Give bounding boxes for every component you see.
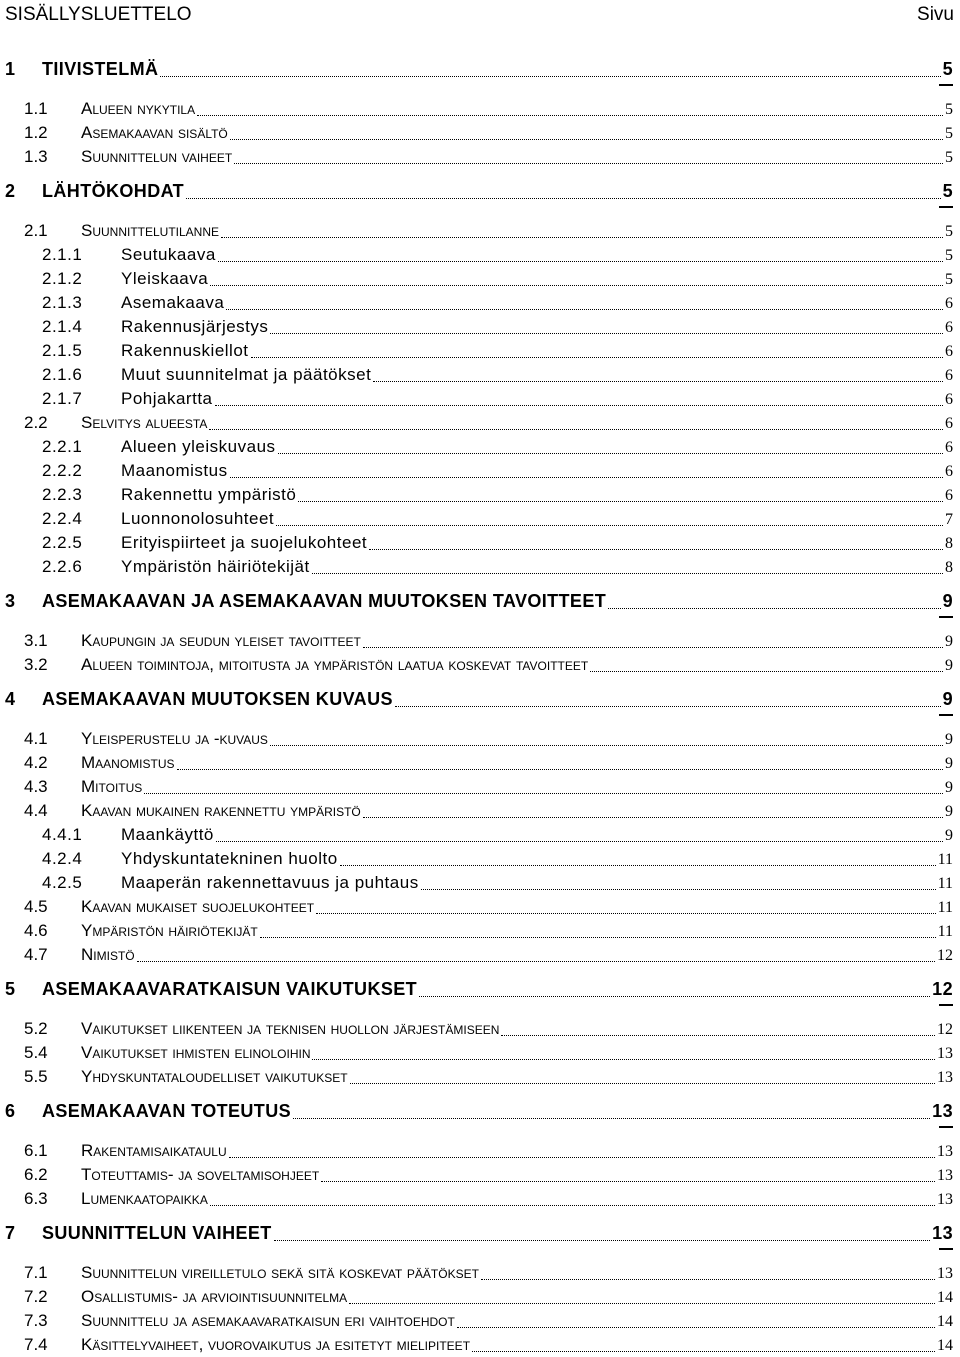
toc-entry-title: ASEMAKAAVARATKAISUN VAIKUTUKSET bbox=[42, 979, 418, 999]
toc-entry-number: 7 bbox=[5, 1223, 16, 1243]
toc-entry-number: 4.4.1 bbox=[42, 825, 83, 844]
dot-leader bbox=[395, 706, 941, 707]
toc-entry[interactable] bbox=[0, 387, 960, 411]
toc-entry-page: 13 bbox=[937, 1143, 953, 1160]
toc-entry-title: Kaavan mukaiset suojelukohteet bbox=[81, 897, 315, 916]
toc-entry-number: 6.2 bbox=[24, 1165, 48, 1184]
toc-entry-title: Suunnittelutilanne bbox=[81, 221, 220, 240]
toc-entry-number: 2.1.5 bbox=[42, 341, 83, 360]
toc-entry-title: Kaupungin ja seudun yleiset tavoitteet bbox=[81, 631, 361, 650]
toc-entry[interactable] bbox=[0, 315, 960, 339]
section-rule bbox=[939, 1004, 953, 1006]
toc-entry-title: Seutukaava bbox=[121, 245, 216, 264]
toc-entry[interactable] bbox=[0, 555, 960, 579]
toc-entry[interactable] bbox=[0, 919, 960, 943]
toc-entry[interactable] bbox=[0, 411, 960, 435]
toc-entry-title: Vaikutukset liikenteen ja teknisen huollon järjestämiseen bbox=[81, 1019, 500, 1038]
dot-leader bbox=[216, 841, 943, 842]
dot-leader bbox=[270, 333, 943, 334]
toc-entry-number: 2.2.3 bbox=[42, 485, 83, 504]
toc-entry-page: 13 bbox=[932, 1101, 953, 1121]
toc-entry[interactable] bbox=[0, 219, 960, 243]
toc-entry[interactable] bbox=[0, 590, 960, 614]
toc-entry-page: 13 bbox=[932, 1223, 953, 1243]
toc-entry-title: Asemakaava bbox=[121, 293, 225, 312]
toc-entry-title: Osallistumis- ja arviointisuunnitelma bbox=[81, 1287, 348, 1306]
toc-entry-page: 9 bbox=[942, 689, 953, 709]
toc-entry-page: 13 bbox=[937, 1191, 953, 1208]
dot-leader bbox=[350, 1083, 935, 1084]
toc-entry-number: 3 bbox=[5, 591, 16, 611]
toc-entry-title: ASEMAKAAVAN TOTEUTUS bbox=[42, 1101, 292, 1121]
toc-entry-title: Suunnittelun vaiheet bbox=[81, 147, 233, 166]
toc-entry-title: Pohjakartta bbox=[121, 389, 213, 408]
toc-entry[interactable] bbox=[0, 775, 960, 799]
toc-entry-number: 1 bbox=[5, 59, 16, 79]
toc-entry-title: Muut suunnitelmat ja päätökset bbox=[121, 365, 372, 384]
dot-leader bbox=[229, 1157, 935, 1158]
toc-entry-page: 14 bbox=[937, 1313, 953, 1330]
toc-entry[interactable] bbox=[0, 1041, 960, 1065]
toc-entry-page: 6 bbox=[945, 463, 953, 480]
toc-entry-title: Alueen nykytila bbox=[81, 99, 196, 118]
section-rule bbox=[939, 1126, 953, 1128]
toc-entry[interactable] bbox=[0, 1187, 960, 1211]
toc-entry-number: 6.1 bbox=[24, 1141, 48, 1160]
toc-entry-title: Toteuttamis- ja soveltamisohjeet bbox=[81, 1165, 320, 1184]
toc-entry-page: 7 bbox=[945, 511, 953, 528]
toc-entry[interactable] bbox=[0, 243, 960, 267]
toc-entry-number: 2.2.6 bbox=[42, 557, 83, 576]
dot-leader bbox=[472, 1351, 935, 1352]
toc-entry-page: 6 bbox=[945, 391, 953, 408]
toc-entry-page: 12 bbox=[937, 1021, 953, 1038]
toc-entry-number: 2.1.7 bbox=[42, 389, 83, 408]
toc-entry[interactable] bbox=[0, 507, 960, 531]
toc-entry-title: Maanomistus bbox=[121, 461, 228, 480]
toc-entry-number: 4.2.5 bbox=[42, 873, 83, 892]
toc-entry-page: 6 bbox=[945, 343, 953, 360]
toc-entry-page: 5 bbox=[945, 149, 953, 166]
dot-leader bbox=[209, 429, 943, 430]
toc-entry-number: 7.2 bbox=[24, 1287, 48, 1306]
toc-entry-title: Selvitys alueesta bbox=[81, 413, 208, 432]
toc-entry-page: 5 bbox=[942, 59, 953, 79]
dot-leader bbox=[186, 198, 941, 199]
dot-leader bbox=[251, 357, 943, 358]
toc-entry-title: Ympäristön häiriötekijät bbox=[81, 921, 258, 940]
toc-entry-number: 2.2 bbox=[24, 413, 48, 432]
toc-entry[interactable] bbox=[0, 895, 960, 919]
toc-entry-page: 6 bbox=[945, 319, 953, 336]
toc-entry-number: 5 bbox=[5, 979, 16, 999]
toc-entry-page: 9 bbox=[945, 755, 953, 772]
page-column-label: Sivu bbox=[917, 4, 954, 25]
dot-leader bbox=[608, 608, 940, 609]
dot-leader bbox=[481, 1279, 935, 1280]
toc-entry-page: 14 bbox=[937, 1337, 953, 1354]
toc-entry-title: LÄHTÖKOHDAT bbox=[42, 181, 185, 201]
toc-entry-title: Mitoitus bbox=[81, 777, 143, 796]
dot-leader bbox=[144, 793, 943, 794]
toc-entry[interactable] bbox=[0, 121, 960, 145]
toc-entry-title: Kaavan mukainen rakennettu ympäristö bbox=[81, 801, 361, 820]
toc-entry-number: 5.4 bbox=[24, 1043, 48, 1062]
toc-entry-number: 2.1.4 bbox=[42, 317, 83, 336]
toc-entry-title: Rakentamisaikataulu bbox=[81, 1141, 227, 1160]
toc-entry-number: 1.1 bbox=[24, 99, 48, 118]
toc-entry-number: 4.7 bbox=[24, 945, 48, 964]
dot-leader bbox=[221, 237, 943, 238]
toc-entry-number: 2.1.6 bbox=[42, 365, 83, 384]
toc-entry-page: 13 bbox=[937, 1167, 953, 1184]
toc-entry[interactable] bbox=[0, 339, 960, 363]
toc-entry-number: 5.2 bbox=[24, 1019, 48, 1038]
dot-leader bbox=[501, 1035, 935, 1036]
dot-leader bbox=[226, 309, 943, 310]
toc-entry-page: 11 bbox=[937, 899, 953, 916]
toc-entry-title: Lumenkaatopaikka bbox=[81, 1189, 208, 1208]
toc-entry-title: Asemakaavan sisältö bbox=[81, 123, 228, 142]
toc-entry-number: 2 bbox=[5, 181, 16, 201]
toc-entry[interactable] bbox=[0, 1065, 960, 1089]
toc-entry-page: 6 bbox=[945, 487, 953, 504]
toc-entry-number: 2.1.2 bbox=[42, 269, 83, 288]
toc-entry-title: Suunnittelun vireilletulo sekä sitä koskevat päätökset bbox=[81, 1263, 479, 1282]
toc-entry-number: 2.1.3 bbox=[42, 293, 83, 312]
dot-leader bbox=[369, 549, 943, 550]
toc-entry-title: Rakennettu ympäristö bbox=[121, 485, 297, 504]
toc-entry-page: 5 bbox=[945, 247, 953, 264]
toc-entry-number: 2.2.2 bbox=[42, 461, 83, 480]
toc-entry[interactable] bbox=[0, 1261, 960, 1285]
toc-entry-title: Maaperän rakennettavuus ja puhtaus bbox=[121, 873, 419, 892]
dot-leader bbox=[270, 745, 943, 746]
toc-entry-page: 9 bbox=[945, 657, 953, 674]
dot-leader bbox=[363, 647, 943, 648]
dot-leader bbox=[421, 889, 936, 890]
dot-leader bbox=[373, 381, 943, 382]
toc-entry-page: 13 bbox=[937, 1265, 953, 1282]
toc-entry[interactable] bbox=[0, 1333, 960, 1357]
toc-entry-number: 6.3 bbox=[24, 1189, 48, 1208]
toc-entry-page: 9 bbox=[945, 633, 953, 650]
dot-leader bbox=[160, 76, 940, 77]
dot-leader bbox=[210, 285, 943, 286]
toc-entry-title: ASEMAKAAVAN JA ASEMAKAAVAN MUUTOKSEN TAVOITTEET bbox=[42, 591, 607, 611]
toc-entry-title: Maanomistus bbox=[81, 753, 175, 772]
toc-entry-page: 9 bbox=[945, 731, 953, 748]
toc-entry-page: 9 bbox=[945, 779, 953, 796]
toc-entry-page: 12 bbox=[932, 979, 953, 999]
toc-entry-page: 11 bbox=[937, 923, 953, 940]
dot-leader bbox=[340, 865, 936, 866]
toc-entry-number: 4.1 bbox=[24, 729, 48, 748]
toc-heading: SISÄLLYSLUETTELO bbox=[5, 4, 192, 25]
dot-leader bbox=[197, 115, 943, 116]
toc-entry-page: 8 bbox=[945, 559, 953, 576]
section-rule bbox=[939, 714, 953, 716]
toc-entry-title: Vaikutukset ihmisten elinoloihin bbox=[81, 1043, 311, 1062]
dot-leader bbox=[177, 769, 943, 770]
section-rule bbox=[939, 84, 953, 86]
dot-leader bbox=[349, 1303, 935, 1304]
toc-entry-page: 14 bbox=[937, 1289, 953, 1306]
dot-leader bbox=[260, 937, 936, 938]
dot-leader bbox=[316, 913, 936, 914]
toc-entry[interactable] bbox=[0, 799, 960, 823]
toc-entry-title: Yhdyskuntatekninen huolto bbox=[121, 849, 338, 868]
toc-entry-number: 1.3 bbox=[24, 147, 48, 166]
section-rule bbox=[939, 206, 953, 208]
dot-leader bbox=[590, 671, 943, 672]
toc-entry[interactable] bbox=[0, 653, 960, 677]
toc-entry-page: 6 bbox=[945, 439, 953, 456]
toc-entry-title: Yhdyskuntataloudelliset vaikutukset bbox=[81, 1067, 348, 1086]
dot-leader bbox=[363, 817, 943, 818]
toc-entry-page: 9 bbox=[942, 591, 953, 611]
toc-entry-page: 6 bbox=[945, 295, 953, 312]
toc-entry-number: 3.2 bbox=[24, 655, 48, 674]
toc-entry-page: 5 bbox=[945, 125, 953, 142]
dot-leader bbox=[278, 453, 943, 454]
toc-entry-number: 7.1 bbox=[24, 1263, 48, 1282]
toc-entry-title: Luonnonolosuhteet bbox=[121, 509, 275, 528]
toc-entry-title: Yleiskaava bbox=[121, 269, 209, 288]
toc-entry-title: Rakennusjärjestys bbox=[121, 317, 269, 336]
toc-entry-title: Alueen toimintoja, mitoitusta ja ympäristön laatua koskevat tavoitteet bbox=[81, 655, 589, 674]
dot-leader bbox=[312, 573, 943, 574]
toc-entry-title: Suunnittelu ja asemakaavaratkaisun eri vaihtoehdot bbox=[81, 1311, 455, 1330]
toc-entry-number: 2.2.1 bbox=[42, 437, 83, 456]
toc-entry[interactable] bbox=[0, 1017, 960, 1041]
toc-entry[interactable] bbox=[0, 943, 960, 967]
toc-entry-number: 4.4 bbox=[24, 801, 48, 820]
toc-entry[interactable] bbox=[0, 688, 960, 712]
toc-entry-page: 13 bbox=[937, 1045, 953, 1062]
toc-entry-number: 2.1.1 bbox=[42, 245, 83, 264]
toc-entry[interactable] bbox=[0, 847, 960, 871]
dot-leader bbox=[230, 139, 943, 140]
toc-entry-page: 5 bbox=[945, 223, 953, 240]
toc-entry[interactable] bbox=[0, 58, 960, 82]
toc-entry-page: 9 bbox=[945, 803, 953, 820]
toc-entry-number: 6 bbox=[5, 1101, 16, 1121]
dot-leader bbox=[218, 261, 943, 262]
toc-entry[interactable] bbox=[0, 363, 960, 387]
toc-entry-number: 4 bbox=[5, 689, 16, 709]
toc-entry-number: 2.2.4 bbox=[42, 509, 83, 528]
toc-entry-page: 5 bbox=[945, 101, 953, 118]
dot-leader bbox=[230, 477, 943, 478]
toc-entry-number: 7.4 bbox=[24, 1335, 48, 1354]
toc-entry-number: 4.2 bbox=[24, 753, 48, 772]
toc-entry-number: 1.2 bbox=[24, 123, 48, 142]
toc-entry-page: 9 bbox=[945, 827, 953, 844]
dot-leader bbox=[215, 405, 944, 406]
toc-entry-page: 5 bbox=[942, 181, 953, 201]
toc-entry-title: Ympäristön häiriötekijät bbox=[121, 557, 310, 576]
toc-entry-number: 7.3 bbox=[24, 1311, 48, 1330]
toc-entry-title: Maankäyttö bbox=[121, 825, 214, 844]
toc-entry[interactable] bbox=[0, 531, 960, 555]
dot-leader bbox=[419, 996, 930, 997]
dot-leader bbox=[274, 1240, 931, 1241]
toc-entry[interactable] bbox=[0, 727, 960, 751]
toc-entry[interactable] bbox=[0, 1222, 960, 1246]
toc-entry-title: ASEMAKAAVAN MUUTOKSEN KUVAUS bbox=[42, 689, 393, 709]
toc-entry[interactable] bbox=[0, 291, 960, 315]
toc-entry[interactable] bbox=[0, 629, 960, 653]
toc-entry[interactable] bbox=[0, 1100, 960, 1124]
toc-entry[interactable] bbox=[0, 871, 960, 895]
toc-entry-page: 11 bbox=[937, 851, 953, 868]
dot-leader bbox=[457, 1327, 935, 1328]
toc-entry[interactable] bbox=[0, 145, 960, 169]
toc-entry-title: Rakennuskiellot bbox=[121, 341, 249, 360]
toc-entry-page: 12 bbox=[937, 947, 953, 964]
toc-entry-title: SUUNNITTELUN VAIHEET bbox=[42, 1223, 272, 1243]
toc-entry-number: 4.6 bbox=[24, 921, 48, 940]
section-rule bbox=[939, 1248, 953, 1250]
toc-entry-page: 8 bbox=[945, 535, 953, 552]
toc-entry[interactable] bbox=[0, 823, 960, 847]
toc-entry-number: 2.2.5 bbox=[42, 533, 83, 552]
toc-entry-title: Alueen yleiskuvaus bbox=[121, 437, 276, 456]
toc-entry[interactable] bbox=[0, 1309, 960, 1333]
toc-entry[interactable] bbox=[0, 1163, 960, 1187]
toc-entry[interactable] bbox=[0, 751, 960, 775]
dot-leader bbox=[298, 501, 943, 502]
toc-entry[interactable] bbox=[0, 97, 960, 121]
toc-entry-page: 6 bbox=[945, 367, 953, 384]
toc-entry-number: 5.5 bbox=[24, 1067, 48, 1086]
toc-entry-page: 6 bbox=[945, 415, 953, 432]
toc-entry-number: 4.5 bbox=[24, 897, 48, 916]
toc-entry[interactable] bbox=[0, 267, 960, 291]
toc-entry[interactable] bbox=[0, 180, 960, 204]
toc-entry-page: 11 bbox=[937, 875, 953, 892]
toc-entry[interactable] bbox=[0, 459, 960, 483]
dot-leader bbox=[137, 961, 935, 962]
toc-entry-page: 13 bbox=[937, 1069, 953, 1086]
toc-entry[interactable] bbox=[0, 483, 960, 507]
toc-entry[interactable] bbox=[0, 435, 960, 459]
dot-leader bbox=[312, 1059, 935, 1060]
dot-leader bbox=[234, 163, 943, 164]
toc-entry-number: 2.1 bbox=[24, 221, 48, 240]
toc-entry-title: Erityispiirteet ja suojelukohteet bbox=[121, 533, 368, 552]
toc-entry-title: Yleisperustelu ja -kuvaus bbox=[81, 729, 268, 748]
dot-leader bbox=[210, 1205, 935, 1206]
toc-entry-number: 4.2.4 bbox=[42, 849, 83, 868]
toc-entry-number: 3.1 bbox=[24, 631, 48, 650]
dot-leader bbox=[293, 1118, 930, 1119]
toc-entry-number: 4.3 bbox=[24, 777, 48, 796]
toc-entry-title: TIIVISTELMÄ bbox=[42, 59, 159, 79]
section-rule bbox=[939, 616, 953, 618]
toc-entry[interactable] bbox=[0, 1139, 960, 1163]
toc-entry[interactable] bbox=[0, 1285, 960, 1309]
toc-entry[interactable] bbox=[0, 978, 960, 1002]
toc-entry-page: 5 bbox=[945, 271, 953, 288]
dot-leader bbox=[321, 1181, 935, 1182]
dot-leader bbox=[276, 525, 943, 526]
toc-entry-title: Nimistö bbox=[81, 945, 135, 964]
toc-entry-title: Käsittelyvaiheet, vuorovaikutus ja esitetyt mielipiteet bbox=[81, 1335, 471, 1354]
